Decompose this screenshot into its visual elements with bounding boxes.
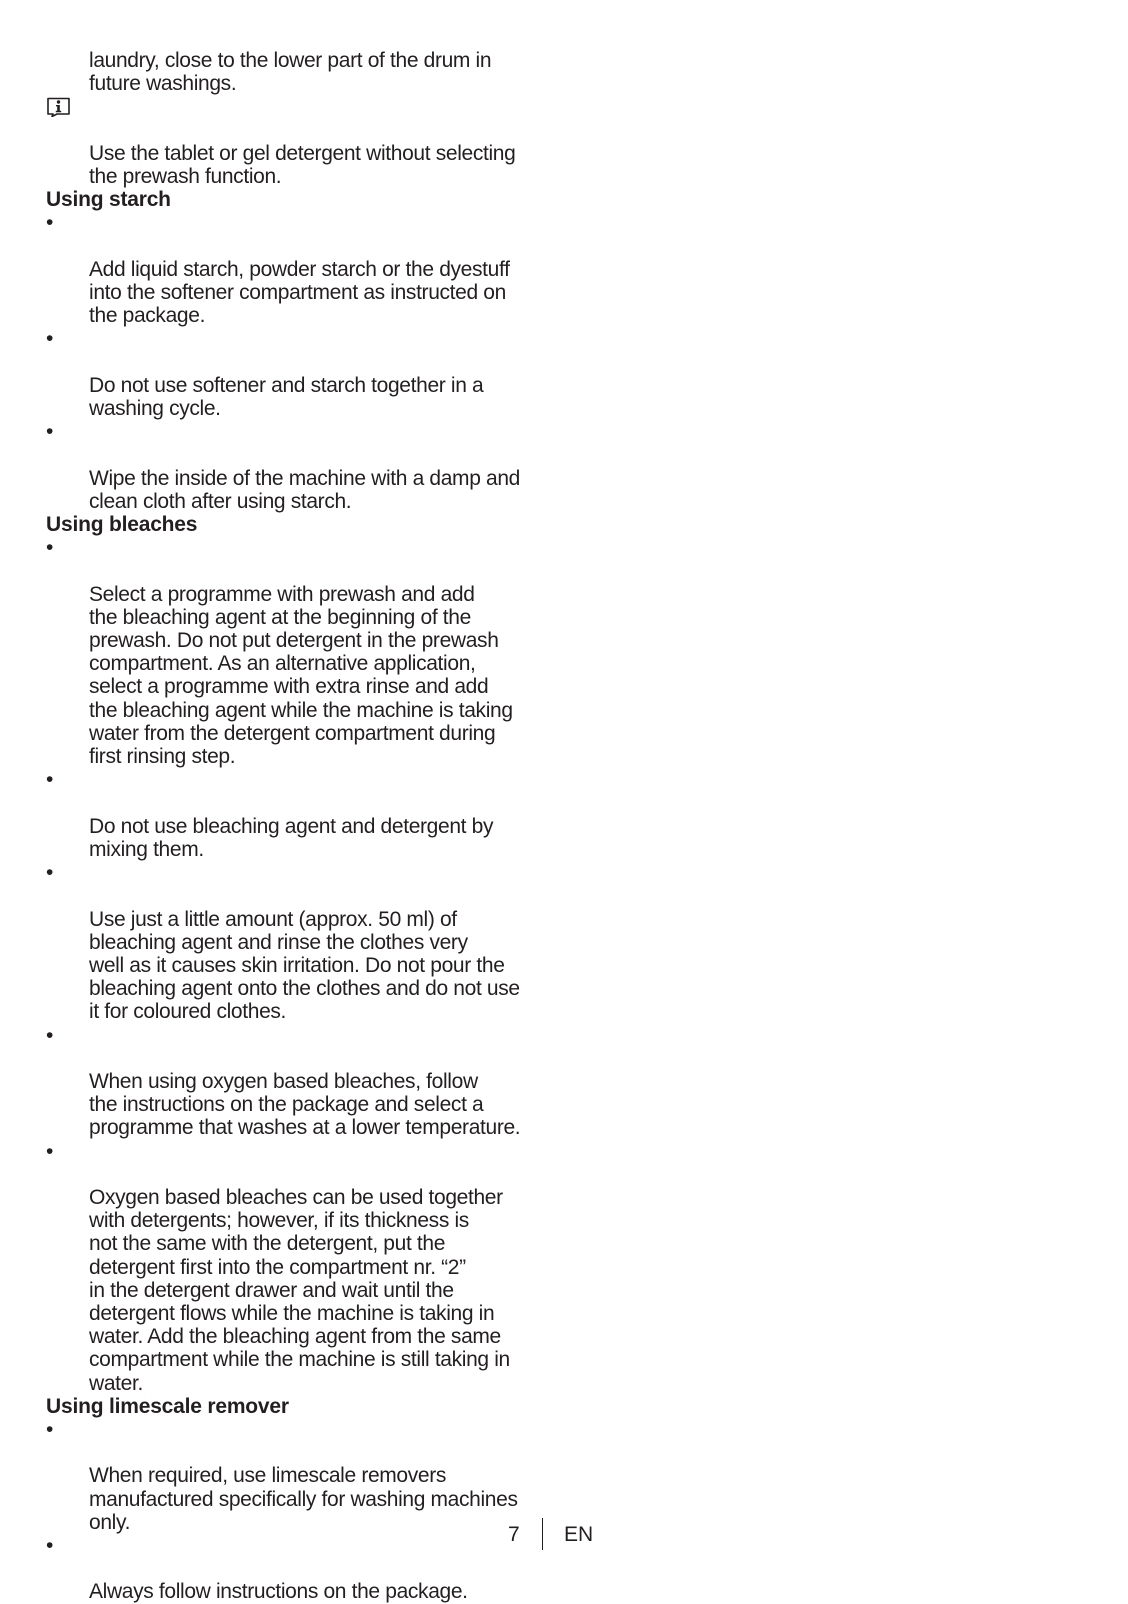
bullet-icon: • <box>46 768 54 792</box>
bullet-icon: • <box>46 536 54 560</box>
list-item <box>46 420 566 513</box>
list-item <box>46 1140 566 1395</box>
info-note <box>46 95 566 188</box>
list-item-text: Use just a little amount (approx. 50 ml) of bleaching agent and rinse the clothes very well as it causes skin irritation. Do not pour the bleaching agent onto the clothes and do not use it for coloured clothes. <box>89 907 520 1024</box>
heading-using-limescale-remover: Using limescale remover <box>46 1394 289 1418</box>
list-item <box>46 211 566 327</box>
list-item <box>46 1024 566 1140</box>
list-item-text: Add liquid starch, powder starch or the dyestuff into the softener compartment as instructed on the package. <box>89 257 510 328</box>
bullet-icon: • <box>46 1417 54 1441</box>
language-code: EN <box>564 1523 594 1546</box>
bullet-icon: • <box>46 861 54 885</box>
list-item <box>46 1418 566 1534</box>
list-item <box>46 768 566 861</box>
info-icon <box>46 97 71 117</box>
info-note-text: Use the tablet or gel detergent without selecting the prewash function. <box>89 141 516 189</box>
list-item-text: Oxygen based bleaches can be used together with detergents; however, if its thickness is not the same with the detergent, put the detergent first into the compartment nr. “2” in the detergent drawer and wait until the detergent flows while the machine is taking in water. Add the bleaching agent from the same compartment while the machine is still taking in water. <box>89 1185 510 1395</box>
text-column <box>46 49 566 1604</box>
list-item-text: Wipe the inside of the machine with a damp and clean cloth after using starch. <box>89 466 520 513</box>
heading-using-starch: Using starch <box>46 188 171 212</box>
heading-using-bleaches: Using bleaches <box>46 513 198 537</box>
list-item <box>46 861 566 1023</box>
list-item-text: When using oxygen based bleaches, follow the instructions on the package and select a programme that washes at a lower temperature. <box>89 1069 521 1140</box>
list-item-text: Always follow instructions on the package. <box>89 1580 468 1604</box>
page-number: 7 <box>508 1523 520 1546</box>
bullet-icon: • <box>46 211 54 235</box>
bullet-icon: • <box>46 327 54 351</box>
list-item <box>46 536 566 768</box>
bullet-icon: • <box>46 1534 54 1557</box>
bullet-icon: • <box>46 420 54 444</box>
continued-paragraph: laundry, close to the lower part of the drum in future washings. <box>89 49 492 96</box>
footer-divider <box>542 1518 543 1550</box>
list-item <box>46 327 566 420</box>
page-footer <box>0 1518 1128 1552</box>
list-item-text: When required, use limescale removers manufactured specifically for washing machines only. <box>89 1464 518 1534</box>
list-item-text: Do not use softener and starch together in a washing cycle. <box>89 373 484 421</box>
list-item-text: Do not use bleaching agent and detergent by mixing them. <box>89 814 494 861</box>
bullet-icon: • <box>46 1139 54 1163</box>
list-item-text: Select a programme with prewash and add the bleaching agent at the beginning of the prewash. Do not put detergent in the prewash compartment. As an alternative application, select a programme with extra rinse and add the bleaching agent while the machine is taking water from the detergent compartment during first rinsing step. <box>89 582 513 769</box>
bullet-icon: • <box>46 1023 54 1047</box>
